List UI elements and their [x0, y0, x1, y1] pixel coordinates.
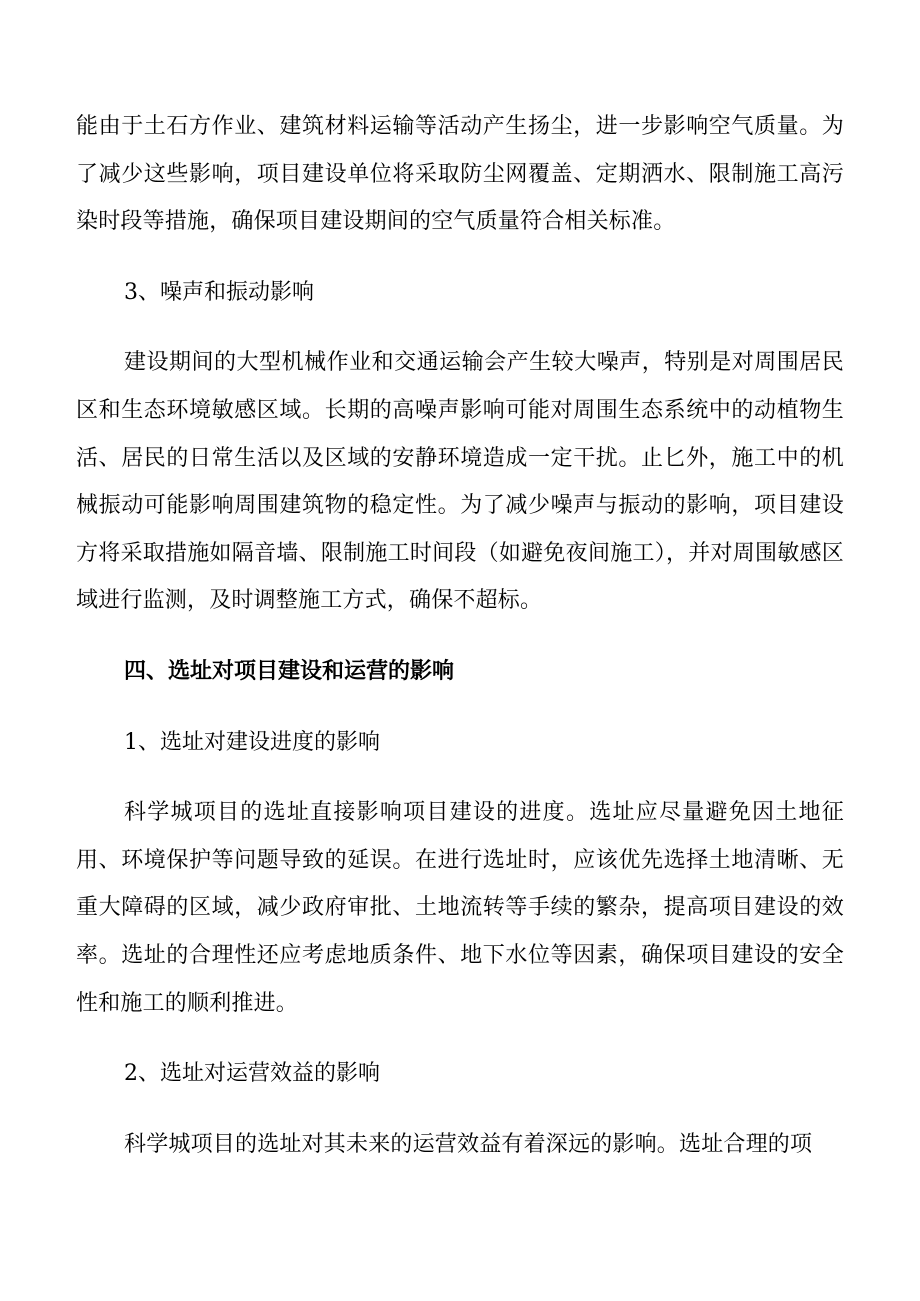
section-heading-operating-benefit: 2、选址对运营效益的影响 — [124, 1061, 380, 1087]
paragraph-operating-benefit: 科学城项目的选址对其未来的运营效益有着深远的影响。选址合理的项 — [124, 1131, 813, 1157]
paragraph-noise-vibration: 建设期间的大型机械作业和交通运输会产生较大噪声，特别是对周围居民区和生态环境敏感区域。长期的高噪声影响可能对周围生态系统中的动植物生活、居民的日常生活以及区域的安静环境造成一定干扰。止匕外，施工中的机械振动可能影响周围建筑物的稳定性。为了减少噪声与振动的影响，项目建设方将采取措施如隔音墙、限制施工时间段（如避免夜间施工），并对周围敏感区域进行监测，及时调整施工方式，确保不超标。 — [76, 350, 844, 614]
spacer — [76, 625, 844, 648]
spacer — [76, 696, 844, 719]
spacer — [76, 1098, 844, 1121]
spacer — [76, 766, 844, 789]
section-heading-construction-progress: 1、选址对建设进度的影响 — [124, 729, 380, 755]
spacer — [76, 316, 844, 339]
spacer — [76, 246, 844, 269]
paragraph-construction-progress: 科学城项目的选址直接影响项目建设的进度。选址应尽量避免因土地征用、环境保护等问题导致的延误。在进行选址时，应该优先选择土地清晰、无重大障碍的区域，减少政府审批、土地流转等手续的繁杂，提高项目建设的效率。选址的合理性还应考虑地质条件、地下水位等因素，确保项目建设的安全性和施工的顺利推进。 — [76, 800, 844, 1016]
spacer — [76, 1027, 844, 1050]
chapter-heading-site-selection: 四、选址对项目建设和运营的影响 — [124, 657, 455, 684]
paragraph-air-quality: 能由于土石方作业、建筑材料运输等活动产生扬尘，进一步影响空气质量。为了减少这些影响，项目建设单位将采取防尘网覆盖、定期洒水、限制施工高污染时段等措施，确保项目建设期间的空气质量符合相关标准。 — [76, 114, 844, 235]
document-page — [76, 103, 844, 1168]
section-heading-noise-vibration: 3、噪声和振动影响 — [124, 279, 314, 305]
